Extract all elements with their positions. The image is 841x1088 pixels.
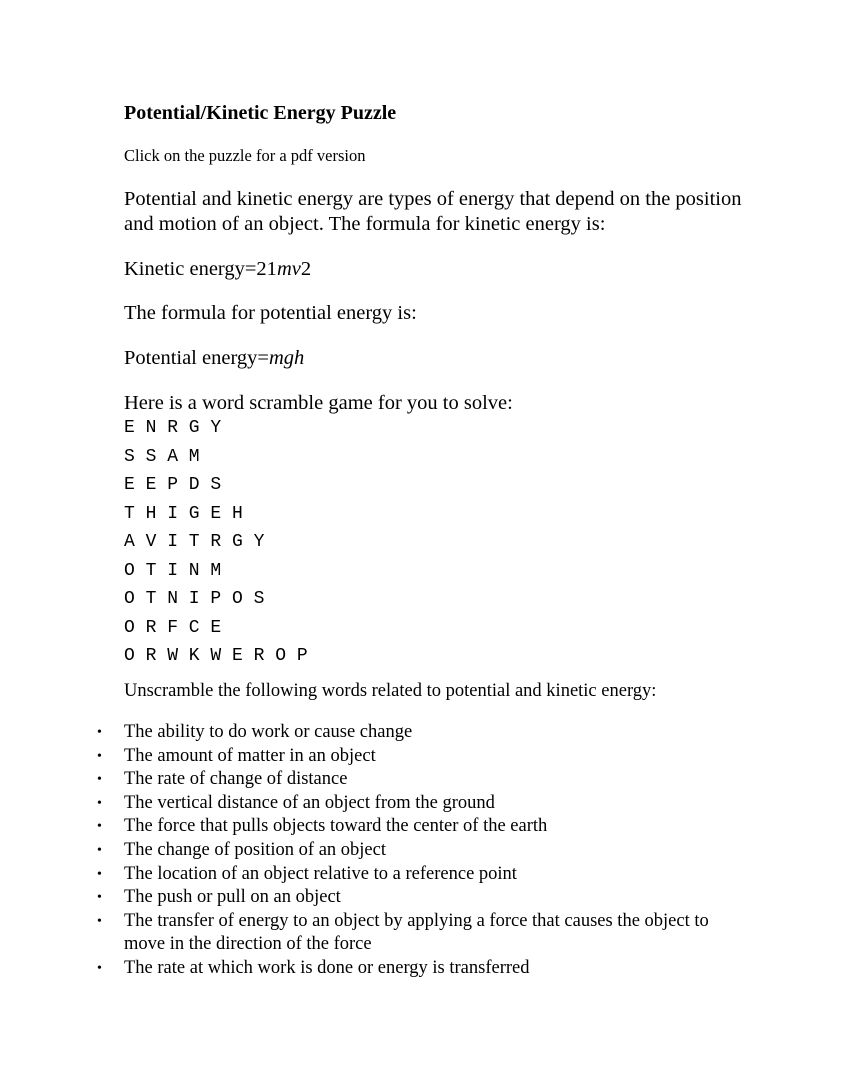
clue-item <box>97 910 724 957</box>
potential-energy-intro: The formula for potential energy is: <box>124 302 417 324</box>
clue-text: The force that pulls objects toward the center of the earth <box>124 816 548 837</box>
scramble-intro: Here is a word scramble game for you to solve: <box>124 392 513 414</box>
scramble-word: E N R G Y <box>124 418 222 438</box>
clue-list <box>97 721 724 981</box>
kinetic-formula-label: Kinetic energy=21 <box>124 258 277 280</box>
clue-item <box>97 863 724 887</box>
clue-text: The amount of matter in an object <box>124 745 376 766</box>
scramble-word: O T N I P O S <box>124 589 265 609</box>
scramble-word-list <box>124 416 308 673</box>
bullet-icon: • <box>97 795 102 811</box>
bullet-icon: • <box>97 866 102 882</box>
pdf-version-link[interactable]: Click on the puzzle for a pdf version <box>124 146 366 165</box>
scramble-word: S S A M <box>124 446 200 467</box>
bullet-icon: • <box>97 890 102 906</box>
kinetic-formula-variables: mv <box>276 258 301 280</box>
scramble-word: T H I G E H <box>124 503 243 524</box>
clue-text: The location of an object relative to a reference point <box>124 863 517 884</box>
clue-text: The ability to do work or cause change <box>124 722 413 742</box>
clue-text: The rate at which work is done or energy is transferred <box>124 957 530 978</box>
potential-formula-variables: mgh <box>268 347 305 369</box>
bullet-icon: • <box>97 819 102 835</box>
clue-item <box>97 721 724 745</box>
clue-text: The transfer of energy to an object by applying a force that causes the object to move in the direction of the force <box>124 910 709 955</box>
scramble-word: O T I N M <box>124 560 222 581</box>
potential-energy-formula <box>124 346 304 371</box>
clue-text: The vertical distance of an object from the ground <box>124 792 495 813</box>
scramble-word: A V I T R G Y <box>124 532 265 552</box>
bullet-icon: • <box>97 748 102 764</box>
unscramble-instructions: Unscramble the following words related to potential and kinetic energy: <box>124 681 657 701</box>
scramble-word: O R W K W E R O P <box>124 646 308 666</box>
clue-text: The push or pull on an object <box>124 887 341 908</box>
intro-paragraph: Potential and kinetic energy are types of energy that depend on the position and motion of an object. The formula for kinetic energy is: <box>124 188 742 235</box>
bullet-icon: • <box>97 772 102 788</box>
bullet-icon: • <box>97 842 102 858</box>
clue-item <box>97 745 724 769</box>
kinetic-energy-formula <box>124 257 311 282</box>
bullet-icon: • <box>97 725 102 740</box>
scramble-word: E E P D S <box>124 475 222 495</box>
clue-item <box>97 792 724 816</box>
clue-item <box>97 768 724 792</box>
scramble-word: O R F C E <box>124 617 222 638</box>
bullet-icon: • <box>97 913 102 929</box>
clue-item <box>97 839 724 863</box>
potential-formula-label: Potential energy= <box>124 347 269 369</box>
clue-item <box>97 815 724 839</box>
kinetic-formula-exponent: 2 <box>300 258 312 280</box>
page-title: Potential/Kinetic Energy Puzzle <box>124 102 397 124</box>
clue-text: The change of position of an object <box>124 839 386 860</box>
clue-item <box>97 886 724 910</box>
clue-item <box>97 957 724 981</box>
clue-text: The rate of change of distance <box>124 769 348 790</box>
bullet-icon: • <box>97 960 102 976</box>
